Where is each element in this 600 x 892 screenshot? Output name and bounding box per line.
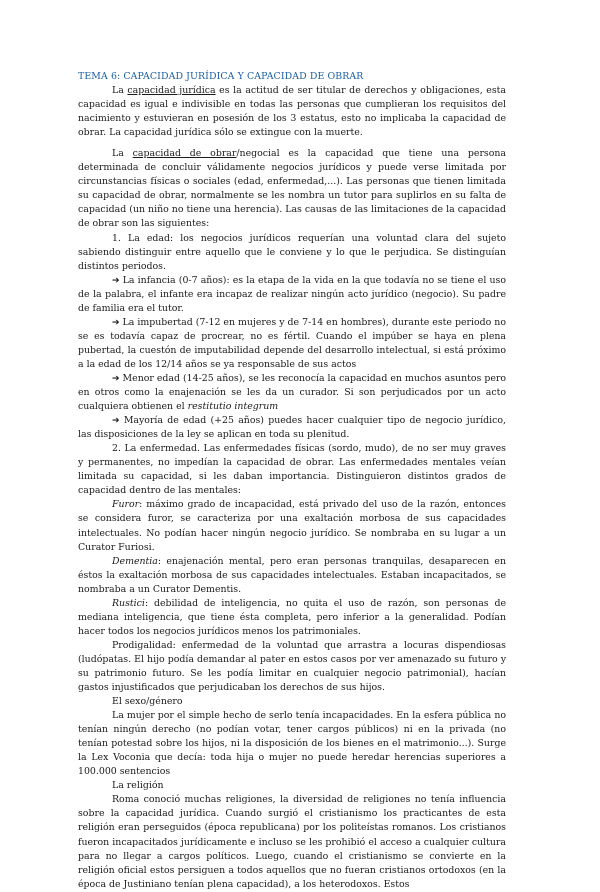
term-dementia: Dementia: [112, 555, 158, 567]
paragraph-capacidad-juridica: [78, 84, 506, 140]
term-rustici: Rustici: [112, 597, 145, 609]
term-restitutio: restitutio integrum: [187, 401, 279, 413]
item-rustici: [78, 597, 506, 639]
text-run: : enajenación mental, pero eran personas tranquilas, desaparecen en éstos la exaltación morbosa de sus capacidades intelectuales. Estaban incapacitados, se nombraba a un Curator Dementis.: [78, 555, 506, 595]
item-furor: [78, 498, 506, 554]
text-run: es la actitud de ser titular de derechos y obligaciones, esta capacidad es igual e indivisible en todas las personas que cumplieran los requisitos del nacimiento y estuvieran en posesión de los 3 estatus, esto no implicaba la capacidad de obrar. La capacidad jurídica sólo se extingue con la muerte.: [78, 85, 506, 139]
item-infancia: [78, 274, 506, 316]
text-run: : debilidad de inteligencia, no quita el uso de razón, son personas de mediana inteligencia, que tiene ésta completa, pero inferior a la generalidad. Podían hacer todos los negocios jurídicos menos los patrimoniales.: [78, 597, 506, 637]
section-enfermedad: 2. La enfermedad. Las enfermedades físicas (sordo, mudo), de no ser muy graves y permanentes, no impedían la capacidad de obrar. Las enfermedades mentales veían limitada su capacidad, si les daban importancia. Distinguieron distintos grados de capacidad dentro de las mentales:: [78, 443, 506, 497]
text-run: /negocial es la capacidad que tiene una persona determinada de concluir válidamente negocios jurídicos y puede verse limitada por circunstancias físicas o sociales (edad, enfermedad,...). Las personas que tienen limitada su capacidad de obrar, normalmente se les nombra un tutor para suplirlos en su falta de capacidad (un niño no tiene una herencia). Las causas de las limitaciones de la capacidad de obrar son las siguientes:: [78, 148, 507, 230]
text-run: La impubertad (7-12 en mujeres y de 7-14 en hombres), durante este periodo no se es todavía capaz de procrear, no es fértil. Cuando el impúber se haya en plena pubertad, la cuestón de imputabilidad depende del desarrollo intelectual, si está próximo a la edad de los 12/14 años se ya responsable de sus actos: [78, 316, 506, 370]
section-sexo: El sexo/género: [112, 696, 183, 708]
paragraph-religion: Roma conoció muchas religiones, la diversidad de religiones no tenía influencia sobre la capacidad jurídica. Cuando surgió el cristianismo los practicantes de esta religión eran perseguidos (época republicana) por los politeístas romanos. Los cristianos fueron incapacitados jurídicamente e incluso se les prohibió el acceso a cualquier cultura para no llegar a cargos políticos. Luego, cuando el cristianismo se convierte en la religión oficial estos persiguen a todos aquellos que no fueran cristianos ortodoxos (en la época de Justiniano tenían plena capacidad), a los heterodoxos. Estos: [78, 794, 506, 890]
section-religion: La religión: [112, 780, 164, 792]
text-run: La: [112, 85, 128, 97]
item-menor-edad: [78, 372, 506, 414]
text-run: Menor edad (14-25 años), se les reconocía la capacidad en muchos asuntos pero en otros como la enajenación se les da un curador. Si son perjudicados por un acto cualquiera obtienen el: [78, 372, 506, 413]
term-furor: Furor: [112, 499, 140, 511]
text-run: La infancia (0-7 años): es la etapa de la vida en la que todavía no se tiene el uso de la palabra, el infante era incapaz de realizar ningún acto jurídico (negocio). Su padre de familia era el tutor.: [78, 274, 506, 314]
text-run: Mayoría de edad (+25 años) puedes hacer cualquier tipo de negocio jurídico, las disposiciones de la ley se aplican en toda su plenitud.: [78, 415, 506, 441]
document-title: TEMA 6: CAPACIDAD JURÍDICA Y CAPACIDAD DE OBRAR: [78, 71, 364, 82]
paragraph-capacidad-obrar: La capacidad de obrar/negocial es la capacidad que tiene una persona determinada de concluir válidamente negocios jurídicos y puede verse limitada por circunstancias físicas o sociales (edad, enfermedad,...). Las personas que tienen limitada su capacidad de obrar, normalmente se les nombra un tutor para suplirlos en su falta de capacidad (un niño no tiene una herencia). Las causas de las limitaciones de la capacidad de obrar son las siguientes:: [78, 148, 507, 230]
arrow-icon: ➔: [112, 275, 120, 286]
item-dementia: [78, 555, 506, 597]
text-run: : máximo grado de incapacidad, está privado del uso de la razón, entonces se considera furor, se caracteriza por una exaltación morbosa de sus capacidades intelectuales. No podían hacer ningún negocio jurídico. Se nombraba en su lugar a un Curator Furiosi.: [78, 499, 506, 553]
arrow-icon: ➔: [112, 317, 120, 328]
item-mayoria-edad: [78, 414, 506, 442]
arrow-icon: ➔: [112, 373, 120, 384]
paragraph-sexo: La mujer por el simple hecho de serlo tenía incapacidades. En la esfera pública no tenían ningún derecho (no podían votar, tener cargos públicos) ni en la privada (no tenían potestad sobre los hijos, ni la disposición de los bienes en el matrimonio...). Surge la Lex Voconia que decía: toda hija o mujer no puede heredar herencias superiores a 100.000 sentencios: [78, 710, 506, 778]
term-capacidad-obrar: capacidad de obrar: [132, 148, 237, 160]
item-impubertad: [78, 316, 506, 372]
term-capacidad-juridica: capacidad jurídica: [127, 85, 216, 97]
item-prodigalidad: Prodigalidad: enfermedad de la voluntad que arrastra a locuras dispendiosas (ludópatas. El hijo podía demandar al pater en estos casos por ver amenazado su futuro y su patrimonio futuro. Se les podía limitar en cualquier negocio patrimonial), hacían gastos injustificados que perjudicaban los derechos de sus hijos.: [78, 639, 506, 694]
arrow-icon: ➔: [112, 416, 120, 427]
section-edad: 1. La edad: los negocios jurídicos requerían una voluntad clara del sujeto sabiendo distinguir entre aquello que le conviene y lo que le perjudica. Se distinguían distintos periodos.: [78, 232, 506, 272]
